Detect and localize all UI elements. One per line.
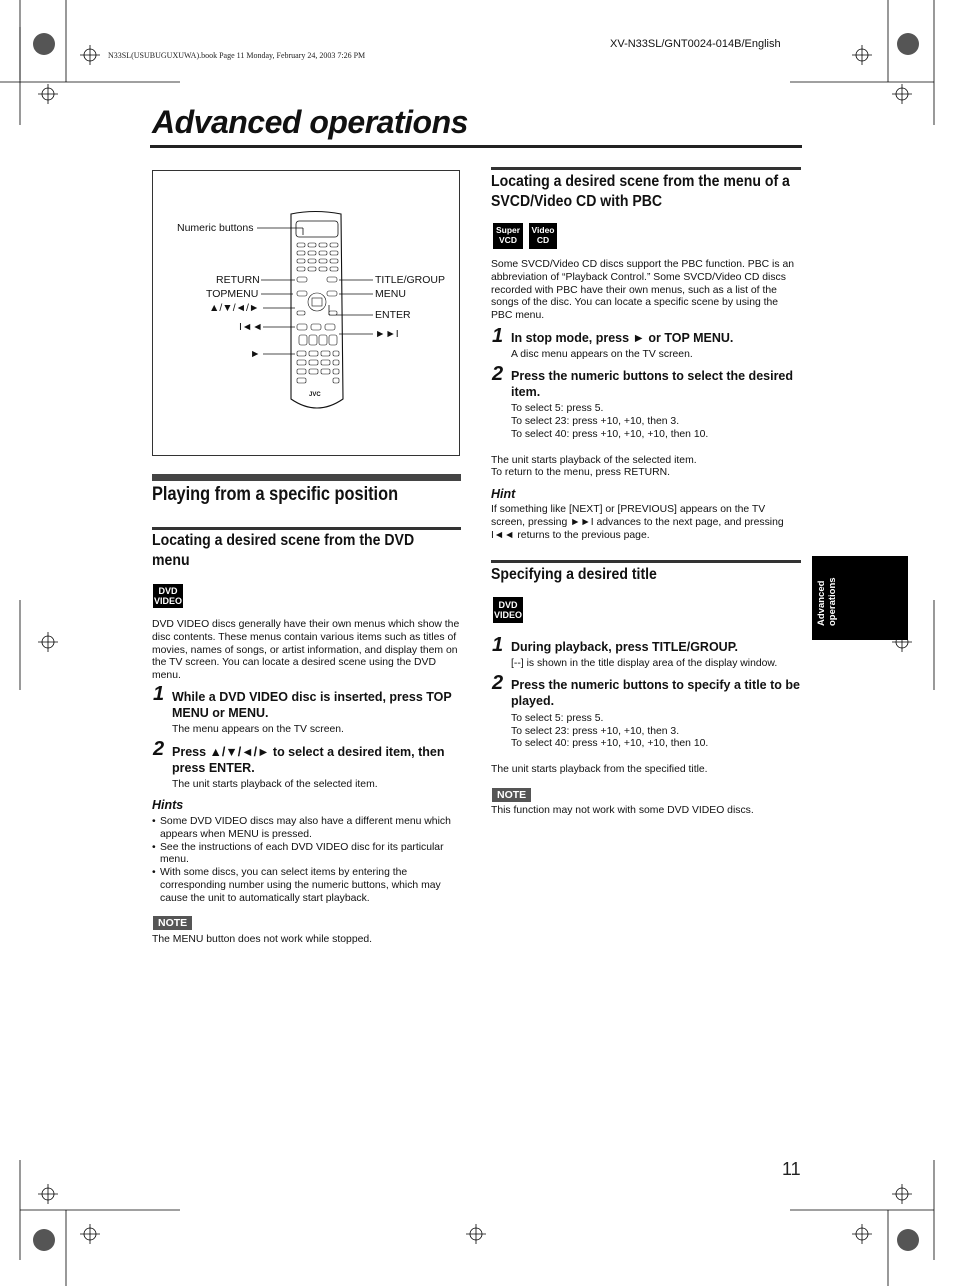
- step-subtext: The unit starts playback of the selected item.: [172, 779, 378, 790]
- document-code: XV-N33SL/GNT0024-014B/English: [610, 38, 781, 50]
- pbc-after-text: The unit starts playback of the selected item.: [491, 455, 697, 466]
- hints-heading: Hints: [152, 798, 184, 812]
- label-prev: I◄◄: [239, 321, 263, 333]
- badge-bottom: VIDEO: [493, 610, 522, 620]
- badge-top: DVD: [498, 600, 518, 610]
- badge-bottom: VIDEO: [153, 596, 182, 606]
- title-after-text: The unit starts playback from the specified title.: [491, 764, 708, 775]
- step-text: During playback, press TITLE/GROUP.: [511, 640, 738, 654]
- step-subtext: To select 23: press +10, +10, then 3.: [511, 726, 680, 737]
- label-numeric-buttons: Numeric buttons: [177, 222, 254, 234]
- step-text: While a DVD VIDEO disc is inserted, press TOP MENU or MENU.: [172, 690, 452, 720]
- side-tab: [812, 556, 908, 640]
- label-title-group: TITLE/GROUP: [375, 274, 446, 286]
- subsection-rule-title: [491, 560, 801, 563]
- step-number: 1: [492, 634, 504, 656]
- badge-bottom: VCD: [499, 235, 517, 245]
- remote-brand: JVC: [309, 392, 321, 398]
- subsection-title-pbc: Locating a desired scene from the menu of a SVCD/Video CD with PBC: [491, 173, 790, 210]
- svcd-badge: [493, 223, 523, 249]
- badge-top: Super: [495, 225, 521, 235]
- label-next: ►►I: [375, 328, 399, 340]
- page-number: 11: [782, 1159, 801, 1179]
- step-subtext: [--] is shown in the title display area of the display window.: [511, 658, 778, 669]
- step-subtext: To select 23: press +10, +10, then 3.: [511, 416, 680, 427]
- step-subtext: To select 40: press +10, +10, +10, then 10.: [511, 429, 709, 440]
- print-header: N33SL(USUBUGUXUWA).book Page 11 Monday, February 24, 2003 7:26 PM: [108, 51, 366, 60]
- step-subtext: To select 5: press 5.: [511, 403, 604, 414]
- note-badge: NOTE: [492, 788, 531, 802]
- subsection-rule-pbc: [491, 167, 801, 170]
- step-subtext: A disc menu appears on the TV screen.: [511, 349, 693, 360]
- title-rule: [150, 145, 802, 148]
- remote-illustration: [153, 171, 459, 455]
- video-cd-badge: [529, 223, 557, 249]
- hint-item: • With some discs, you can select items by entering the corresponding number using the numeric buttons, which may cause the unit to automatically start playback.: [152, 867, 441, 904]
- subsection-title-dvd-menu: Locating a desired scene from the DVD menu: [152, 532, 415, 569]
- subsection-title-specify: Specifying a desired title: [491, 566, 657, 583]
- step-subtext: The menu appears on the TV screen.: [172, 724, 344, 735]
- note-text: The MENU button does not work while stopped.: [152, 934, 373, 945]
- remote-control-figure: [152, 170, 460, 456]
- step-text: In stop mode, press ► or TOP MENU.: [511, 331, 734, 345]
- step-text: Press the numeric buttons to select the desired item.: [511, 369, 794, 399]
- label-return: RETURN: [216, 274, 260, 286]
- section-bar: [152, 474, 461, 481]
- subsection-rule-left: [152, 527, 461, 530]
- dvd-intro-text: DVD VIDEO discs generally have their own menus which show the disc contents. These menus contain various items such as titles of movies, names of songs, or artist information, and display them on the TV screen. You can locate a desired scene using the DVD menu.: [152, 619, 460, 682]
- step-subtext: To select 5: press 5.: [511, 713, 604, 724]
- pbc-after-text-2: To return to the menu, press RETURN.: [491, 467, 671, 478]
- badge-top: DVD: [158, 586, 178, 596]
- dvd-video-badge: [493, 597, 523, 623]
- label-menu: MENU: [375, 288, 406, 300]
- label-arrows: ▲/▼/◄/►: [209, 302, 260, 314]
- note-badge: NOTE: [153, 916, 192, 930]
- hints-list: [152, 816, 462, 906]
- pbc-intro-text: Some SVCD/Video CD discs support the PBC function. PBC is an abbreviation of “Playback Control.” Some SVCD/Video CD discs recorded with PBC have their own menus, such as a list of the songs of the disc. You can locate a specific scene by using the PBC menu.: [491, 259, 795, 322]
- side-tab-label: Advanced operations: [816, 577, 838, 626]
- hint-item: • Some DVD VIDEO discs may also have a different menu which appears when MENU is pressed.: [152, 816, 451, 840]
- badge-top: Video: [531, 225, 555, 235]
- step-number: 2: [492, 672, 504, 694]
- step-subtext: To select 40: press +10, +10, +10, then 10.: [511, 738, 709, 749]
- hint-item: • See the instructions of each DVD VIDEO disc for its particular menu.: [152, 841, 444, 866]
- label-enter: ENTER: [375, 309, 411, 321]
- label-play: ►: [250, 348, 261, 360]
- note-text: This function may not work with some DVD VIDEO discs.: [491, 805, 754, 816]
- step-number: 1: [153, 683, 165, 705]
- label-topmenu: TOPMENU: [206, 288, 259, 300]
- step-text: Press ▲/▼/◄/► to select a desired item, then press ENTER.: [172, 745, 445, 775]
- page-title: Advanced operations: [152, 104, 468, 140]
- section-title-playing: Playing from a specific position: [152, 484, 399, 505]
- step-number: 2: [492, 363, 504, 385]
- badge-bottom: CD: [536, 235, 550, 245]
- step-number: 1: [492, 325, 504, 347]
- hint-heading: Hint: [491, 487, 516, 501]
- hint-text: If something like [NEXT] or [PREVIOUS] appears on the TV screen, pressing ►►I advances to the next page, and pressing I◄◄ returns to the previous page.: [491, 504, 784, 541]
- dvd-video-badge: [153, 584, 183, 608]
- step-text: Press the numeric buttons to specify a title to be played.: [511, 678, 800, 708]
- step-number: 2: [153, 738, 165, 760]
